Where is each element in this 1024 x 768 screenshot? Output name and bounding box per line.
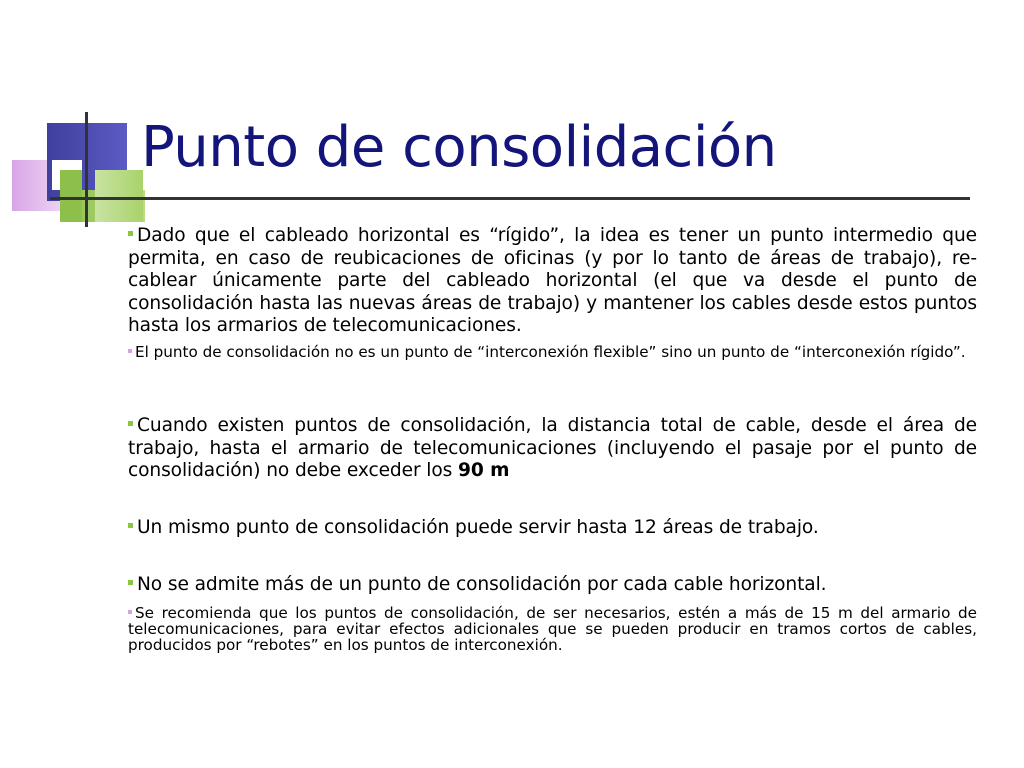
decorative-green-square-light	[95, 170, 143, 222]
bullet-item	[128, 517, 977, 540]
bullet-text: Se recomienda que los puntos de consolidación, de ser necesarios, estén a más de 15 m del armario de telecomunicaciones, para evitar efectos adicionales que se pueden producir en tramos cortos de cables, producidos por “rebotes” en los puntos de interconexión.	[128, 604, 977, 654]
bullet-text: El punto de consolidación no es un punto de “interconexión flexible” sino un punto de “interconexión rígido”.	[135, 343, 966, 361]
bullet-square-icon	[128, 231, 133, 236]
bullet-emphasis: 90 m	[458, 460, 510, 481]
bullet-item	[128, 574, 977, 597]
bullet-square-icon	[128, 523, 133, 528]
bullet-text: Cuando existen puntos de consolidación, la distancia total de cable, desde el área de trabajo, hasta el armario de telecomunicaciones (incluyendo el pasaje por el punto de consolidación) no debe exceder los	[128, 415, 977, 481]
bullet-item	[128, 415, 977, 483]
sub-bullet-item	[128, 605, 977, 653]
title-underline	[50, 197, 970, 200]
slide-title: Punto de consolidación	[141, 115, 777, 180]
bullet-text: Un mismo punto de consolidación puede servir hasta 12 áreas de trabajo.	[137, 517, 819, 538]
decorative-vertical-line	[85, 112, 88, 227]
sub-bullet-square-icon	[128, 610, 132, 614]
bullet-text: Dado que el cableado horizontal es “rígido”, la idea es tener un punto intermedio que permita, en caso de reubicaciones de oficinas (y por lo tanto de áreas de trabajo), re-cablear únicamente parte del cableado horizontal (el que va desde el punto de consolidación hasta las nuevas áreas de trabajo) y mantener los cables desde estos puntos hasta los armarios de telecomunicaciones.	[128, 225, 977, 336]
decorative-green-bar	[60, 170, 82, 222]
bullet-item	[128, 225, 977, 338]
sub-bullet-square-icon	[128, 349, 132, 353]
bullet-square-icon	[128, 421, 133, 426]
bullet-square-icon	[128, 580, 133, 585]
sub-bullet-item	[128, 344, 977, 360]
bullet-text: No se admite más de un punto de consolidación por cada cable horizontal.	[137, 574, 827, 595]
